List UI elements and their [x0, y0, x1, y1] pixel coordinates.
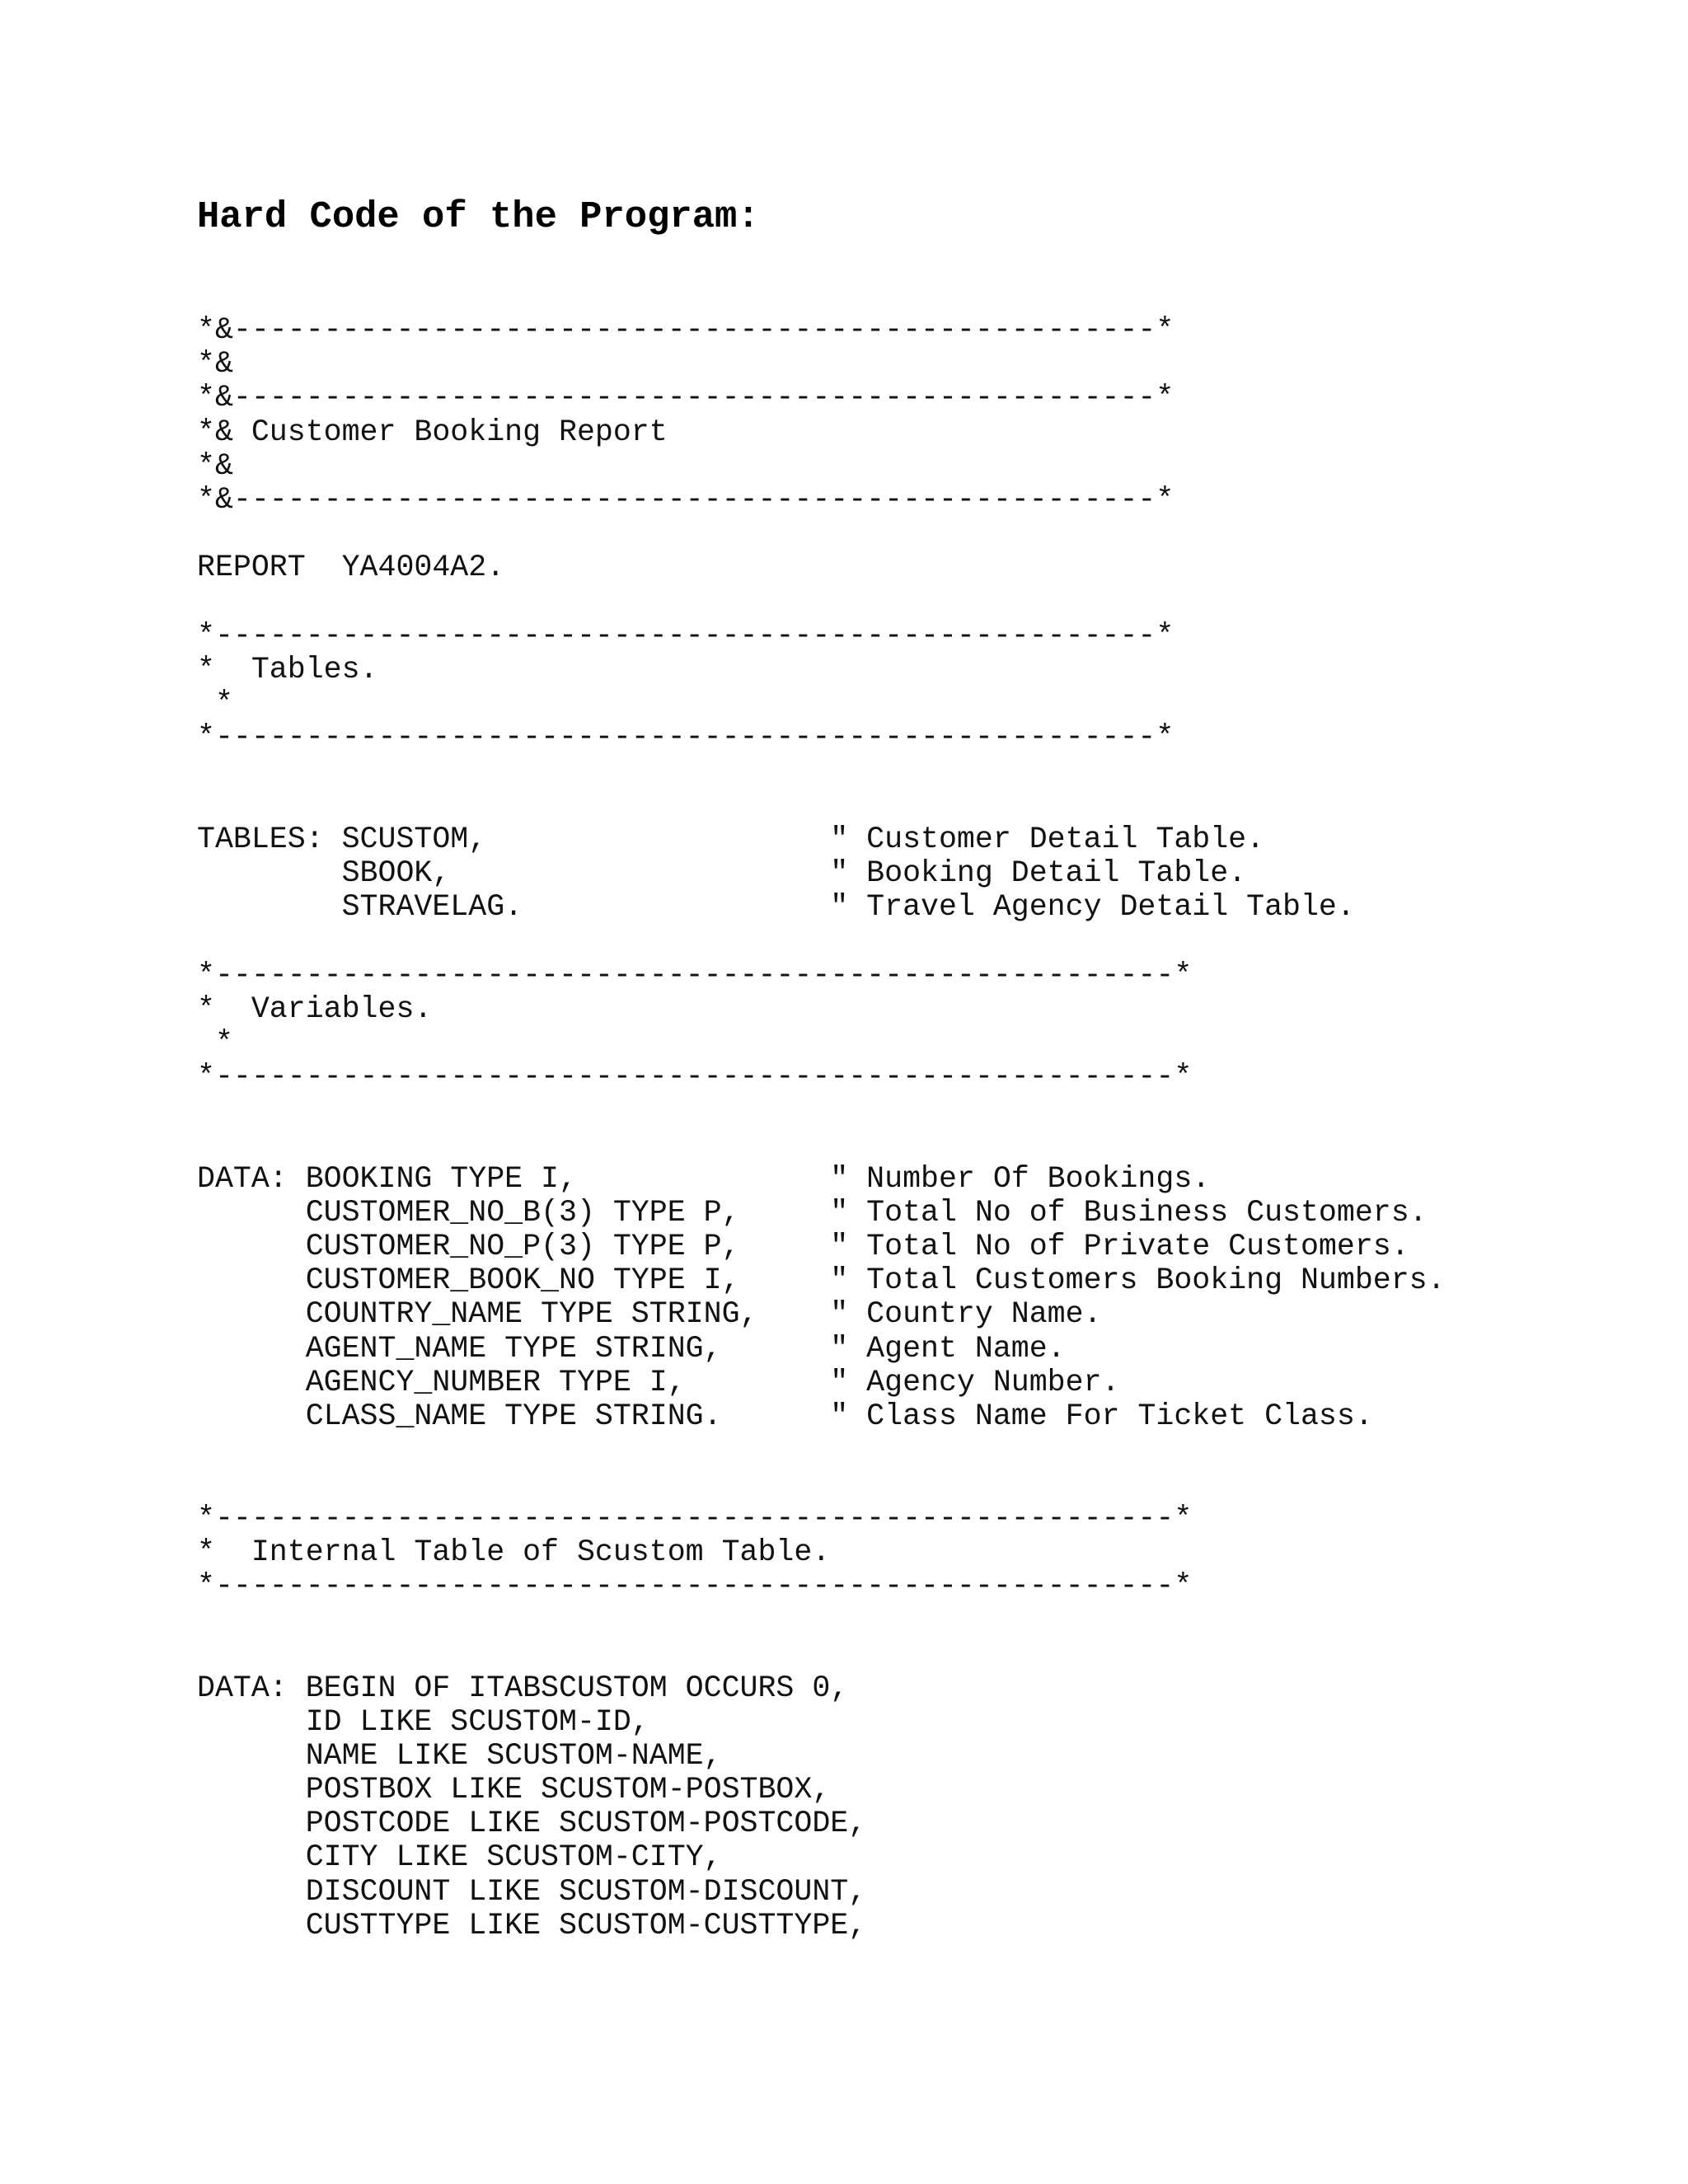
code-line: POSTCODE LIKE SCUSTOM-POSTCODE,	[197, 1807, 867, 1841]
code-line: *& Customer Booking Report	[197, 415, 668, 449]
code-line: SBOOK, " Booking Detail Table.	[197, 856, 1247, 890]
code-line: * Internal Table of Scustom Table.	[197, 1535, 831, 1569]
code-line: CLASS_NAME TYPE STRING. " Class Name For Ticket Class.	[197, 1399, 1373, 1433]
blank-line	[197, 517, 1446, 551]
code-line: *----------------------------------------------------*	[197, 720, 1175, 755]
blank-line	[197, 1467, 1446, 1501]
blank-line	[197, 1094, 1446, 1127]
code-line: *&---------------------------------------------------*	[197, 381, 1175, 415]
blank-line	[197, 585, 1446, 619]
page-title: Hard Code of the Program:	[197, 195, 760, 238]
code-line: *-----------------------------------------------------*	[197, 1060, 1193, 1094]
blank-line	[197, 789, 1446, 823]
blank-line	[197, 1128, 1446, 1162]
blank-line	[197, 924, 1446, 958]
blank-line	[197, 1433, 1446, 1467]
blank-line	[197, 754, 1446, 788]
code-line: *&---------------------------------------------------*	[197, 482, 1175, 517]
code-line: REPORT YA4004A2.	[197, 551, 505, 585]
code-line: TABLES: SCUSTOM, " Customer Detail Table.	[197, 822, 1265, 856]
code-line: CUSTOMER_NO_B(3) TYPE P, " Total No of Business Customers.	[197, 1195, 1428, 1230]
code-line: *&---------------------------------------------------*	[197, 313, 1175, 347]
code-line: STRAVELAG. " Travel Agency Detail Table.	[197, 890, 1355, 925]
code-line: POSTBOX LIKE SCUSTOM-POSTBOX,	[197, 1773, 831, 1807]
code-listing	[197, 313, 1446, 1943]
code-line: DISCOUNT LIKE SCUSTOM-DISCOUNT,	[197, 1874, 867, 1909]
code-line: COUNTRY_NAME TYPE STRING, " Country Name.	[197, 1297, 1102, 1332]
code-line: *&	[197, 448, 233, 483]
code-line: NAME LIKE SCUSTOM-NAME,	[197, 1738, 722, 1773]
code-line: *&	[197, 347, 233, 382]
code-line: AGENT_NAME TYPE STRING, " Agent Name.	[197, 1331, 1066, 1366]
code-line: CUSTOMER_BOOK_NO TYPE I, " Total Customers Booking Numbers.	[197, 1263, 1446, 1298]
code-line: CUSTTYPE LIKE SCUSTOM-CUSTTYPE,	[197, 1908, 867, 1943]
code-line: * Variables.	[197, 991, 433, 1026]
code-line: *-----------------------------------------------------*	[197, 958, 1193, 992]
code-line: *	[197, 1025, 233, 1060]
code-line: AGENCY_NUMBER TYPE I, " Agency Number.	[197, 1365, 1120, 1399]
code-line: *-----------------------------------------------------*	[197, 1568, 1193, 1603]
code-line: DATA: BEGIN OF ITABSCUSTOM OCCURS 0,	[197, 1671, 849, 1705]
code-line: *-----------------------------------------------------*	[197, 1501, 1193, 1535]
code-line: DATA: BOOKING TYPE I, " Number Of Bookings.	[197, 1161, 1211, 1196]
code-line: CUSTOMER_NO_P(3) TYPE P, " Total No of Private Customers.	[197, 1230, 1409, 1264]
code-line: *	[197, 687, 233, 721]
blank-line	[197, 1603, 1446, 1637]
blank-line	[197, 1637, 1446, 1671]
code-line: CITY LIKE SCUSTOM-CITY,	[197, 1840, 722, 1875]
code-line: *----------------------------------------------------*	[197, 618, 1175, 653]
code-line: * Tables.	[197, 652, 378, 687]
code-line: ID LIKE SCUSTOM-ID,	[197, 1704, 649, 1739]
